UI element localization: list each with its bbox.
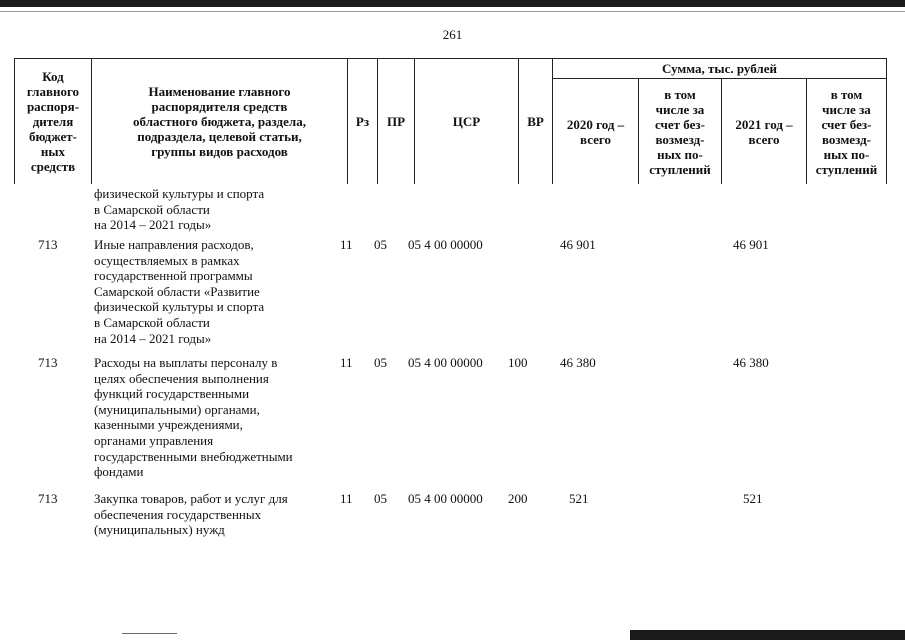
header-2020-total: 2020 год – всего <box>552 78 638 184</box>
row-rz: 11 <box>340 355 353 370</box>
header-code: Код главного распоря- дителя бюджет- ных средств <box>14 58 91 184</box>
row-vr: 100 <box>508 355 528 370</box>
scan-edge-top <box>0 0 905 7</box>
row-vr: 200 <box>508 491 528 506</box>
row-2020-total: 521 <box>569 491 589 506</box>
row-name: Иные направления расходов, осуществляемых в рамках государственной программы Самарской области «Развитие физической культуры и спорта в Самарской области на 2014 – 2021 годы» <box>94 237 265 346</box>
row-pr: 05 <box>374 237 387 252</box>
row-pr: 05 <box>374 491 387 506</box>
header-pr: ПР <box>377 58 414 184</box>
row-csr: 05 4 00 00000 <box>408 237 483 252</box>
row-rz: 11 <box>340 491 353 506</box>
scan-mark <box>122 633 177 634</box>
row-name: Расходы на выплаты персоналу в целях обеспечения выполнения функций государственными (муниципальными) органами, казенными учреждениями, органами управления государственными внебюджетными фондами <box>94 355 293 480</box>
row-2021-total: 46 901 <box>733 237 769 252</box>
row-code: 713 <box>38 237 58 252</box>
header-2021-total: 2021 год – всего <box>721 78 806 184</box>
row-code: 713 <box>38 355 58 370</box>
header-csr: ЦСР <box>414 58 518 184</box>
row-2021-total: 46 380 <box>733 355 769 370</box>
row-csr: 05 4 00 00000 <box>408 355 483 370</box>
row-2020-total: 46 901 <box>560 237 596 252</box>
header-vr: ВР <box>518 58 552 184</box>
row-2020-total: 46 380 <box>560 355 596 370</box>
header-2021-gratuitous: в том числе за счет без- возмезд- ных по- ступлений <box>806 78 887 184</box>
row-csr: 05 4 00 00000 <box>408 491 483 506</box>
page-number: 261 <box>442 27 463 42</box>
scan-edge-bottom <box>630 630 905 640</box>
row-name: Закупка товаров, работ и услуг для обеспечения государственных (муниципальных) нужд <box>94 491 288 538</box>
row-pr: 05 <box>374 355 387 370</box>
header-rz: Рз <box>347 58 377 184</box>
header-2020-gratuitous: в том числе за счет без- возмезд- ных по- ступлений <box>638 78 721 184</box>
continuation-text: физической культуры и спорта в Самарской области на 2014 – 2021 годы» <box>94 186 265 233</box>
row-rz: 11 <box>340 237 353 252</box>
scan-edge-top-line <box>0 11 905 12</box>
row-2021-total: 521 <box>743 491 763 506</box>
header-name: Наименование главного распорядителя средств областного бюджета, раздела, подраздела, целевой статьи, группы видов расходов <box>91 58 347 184</box>
header-sum-group: Сумма, тыс. рублей <box>552 58 887 78</box>
row-code: 713 <box>38 491 58 506</box>
